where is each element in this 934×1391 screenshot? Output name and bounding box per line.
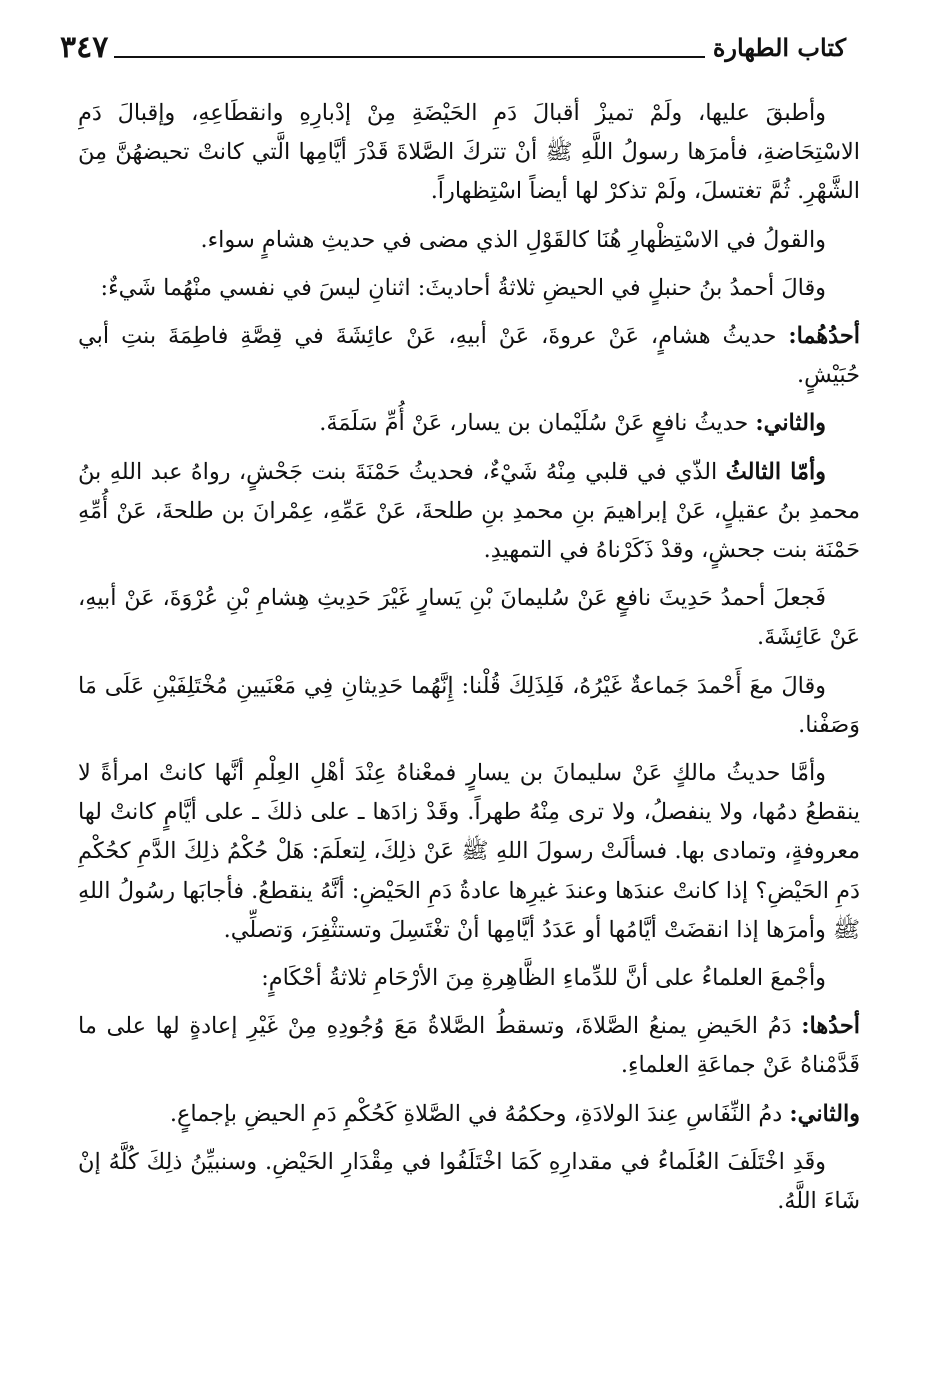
paragraph-lead: والثاني: (789, 1100, 860, 1127)
paragraph-text: حديثُ هشامٍ، عَنْ عروةَ، عَنْ أبيهِ، عَنْ عائِشَةَ في قِصَّةِ فاطِمَةَ بنتِ أبي حُبَيْشٍ. (78, 323, 860, 389)
paragraph-11 (78, 1007, 860, 1085)
paragraph-6 (78, 453, 860, 571)
paragraph-text: حديثُ نافعٍ عَنْ سُلَيْمان بن يسار، عَنْ أُمِّ سَلَمَةَ. (319, 410, 749, 437)
paragraph-13 (78, 1143, 860, 1221)
paragraph-text: فَجعلَ أحمدُ حَدِيثَ نافعٍ عَنْ سُليمانَ بْنِ يَسارٍ غَيْرَ حَدِيثِ هِشامِ بْنِ عُرْوَةَ، عَنْ أبيهِ، عَنْ عَائِشَةَ. (78, 585, 860, 651)
paragraph-lead: والثاني: (755, 410, 826, 437)
paragraph-4 (78, 317, 860, 395)
paragraph-text: وأمَّا حديثُ مالكٍ عَنْ سليمانَ بن يسارٍ فمعْناهُ عِنْدَ أهْلِ العِلْمِ أنَّها كانتْ امرأةً لا ينقطعُ دمُها، ولا ينفصلُ، ولا ترى مِنْهُ طهراً. وقَدْ زادَها ـ على ذلكَ ـ على أيَّامٍ كانتْ لها معروفةٍ، وتمادى بها. فسألَتْ رسولَ اللهِ ﷺ عَنْ ذلِكَ، لِتعلَمَ: هَلْ حُكْمُ ذلِكَ الدَّمِ كحُكْمِ دَمِ الحَيْضِ؟ إذا كانتْ عندَها وعندَ غيرِها عادةُ دَمِ الحَيْضِ: أنَّهُ ينقطعُ. فأجابَها رسُولُ اللهِ ﷺ وأمرَها إذا انقضَتْ أيَّامُها أو عَدَدُ أيَّامِها أنْ تغْتَسِلَ وتستثْفِرَ، وَتصلِّي. (78, 760, 860, 943)
paragraph-lead: وأمّا الثالثُ (725, 458, 826, 485)
paragraph-text: وأجْمعَ العلماءُ على أنَّ للدِّماءِ الظَّاهِرةِ مِنَ الأرْحَامِ ثلاثةُ أحْكَامٍ: (261, 965, 826, 992)
paragraph-lead: أحدُهُما: (788, 323, 860, 350)
page-header (60, 24, 846, 68)
paragraph-text: وقَدِ اخْتَلَفَ العُلَماءُ في مقدارِهِ كَمَا اخْتَلَفُوا في مِقْدَارِ الحَيْضِ. وسنبيِّنُ ذلِكَ كُلَّهُ إنْ شَاءَ اللَّهُ. (78, 1148, 860, 1215)
paragraph-3 (78, 269, 860, 308)
paragraph-7 (78, 579, 860, 657)
paragraph-1 (78, 94, 860, 212)
paragraph-text: وقالَ معَ أَحْمدَ جَماعةٌ غَيْرُهُ، فَلِذَلِكَ قُلْنا: إِنَّهُما حَدِيثانِ فِي مَعْنَيينِ مُخْتَلِفَيْنِ عَلَى مَا وَصَفْنا. (78, 672, 860, 738)
paragraph-2 (78, 221, 860, 260)
book-title: كتاب الطهارة (712, 33, 846, 62)
paragraph-5 (78, 404, 860, 443)
paragraph-text: دمُ النِّفَاسِ عِندَ الولادَةِ، وحكمُهُ في الصَّلاةِ كَحُكْمِ دَمِ الحيضِ بإجماعٍ. (169, 1100, 783, 1127)
paragraph-text: الذّي في قلبي مِنْهُ شَيْءٌ، فحديثُ حَمْنَةَ بنت جَحْشٍ، رواهُ عبد اللهِ بنُ محمدِ بنُ عقيلٍ، عَنْ إبراهيمَ بنِ محمدِ بنِ طلحةَ، عَنْ عَمِّهِ، عِمْرانَ بن طلحةَ، عَنْ أُمِّهِ حَمْنَة بنت جحشٍ، وقدْ ذَكَرْناهُ في التمهيدِ. (78, 458, 860, 564)
body-text (78, 94, 860, 1371)
paragraph-10 (78, 959, 860, 998)
paragraph-8 (78, 667, 860, 745)
page-number: ٣٤٧ (60, 30, 109, 65)
paragraph-text: والقولُ في الاسْتِظْهارِ هُنَا كالقَوْلِ الذي مضى في حديثِ هشامٍ سواء. (200, 226, 826, 253)
paragraph-text: دَمُ الحَيضِ يمنعُ الصَّلاةَ، وتسقطُ الصَّلاةُ مَعَ وُجُودِهِ مِنْ غَيْرِ إعادةٍ لها على ما قَدَّمْناهُ عَنْ جماعَةِ العلماءِ. (78, 1013, 860, 1079)
header-rule (114, 56, 705, 58)
paragraph-lead: أحدُها: (801, 1013, 860, 1040)
paragraph-9 (78, 754, 860, 950)
paragraph-text: وقالَ أحمدُ بنُ حنبلٍ في الحيضِ ثلاثةُ أحاديثَ: اثنانِ ليسَ في نفسي منْهُما شَيءٌ: (100, 274, 826, 301)
paragraph-12 (78, 1095, 860, 1134)
paragraph-text: وأطبقَ عليها، ولَمْ تميزْ أقبالَ دَمِ الحَيْضَةِ مِنْ إدْبارِهِ وانقطَاعِهِ، وإقبالَ دَمِ الاسْتِحَاضةِ، فأمرَها رسولُ اللَّهِ ﷺ أنْ تتركَ الصَّلاةَ قَدْرَ أيَّامِها الَّتي كانتْ تحيضهُنَّ مِنَ الشَّهْرِ. ثُمَّ تغتسلَ، ولَمْ تذكرْ لها أيضاً اسْتِظهاراً. (78, 100, 860, 205)
